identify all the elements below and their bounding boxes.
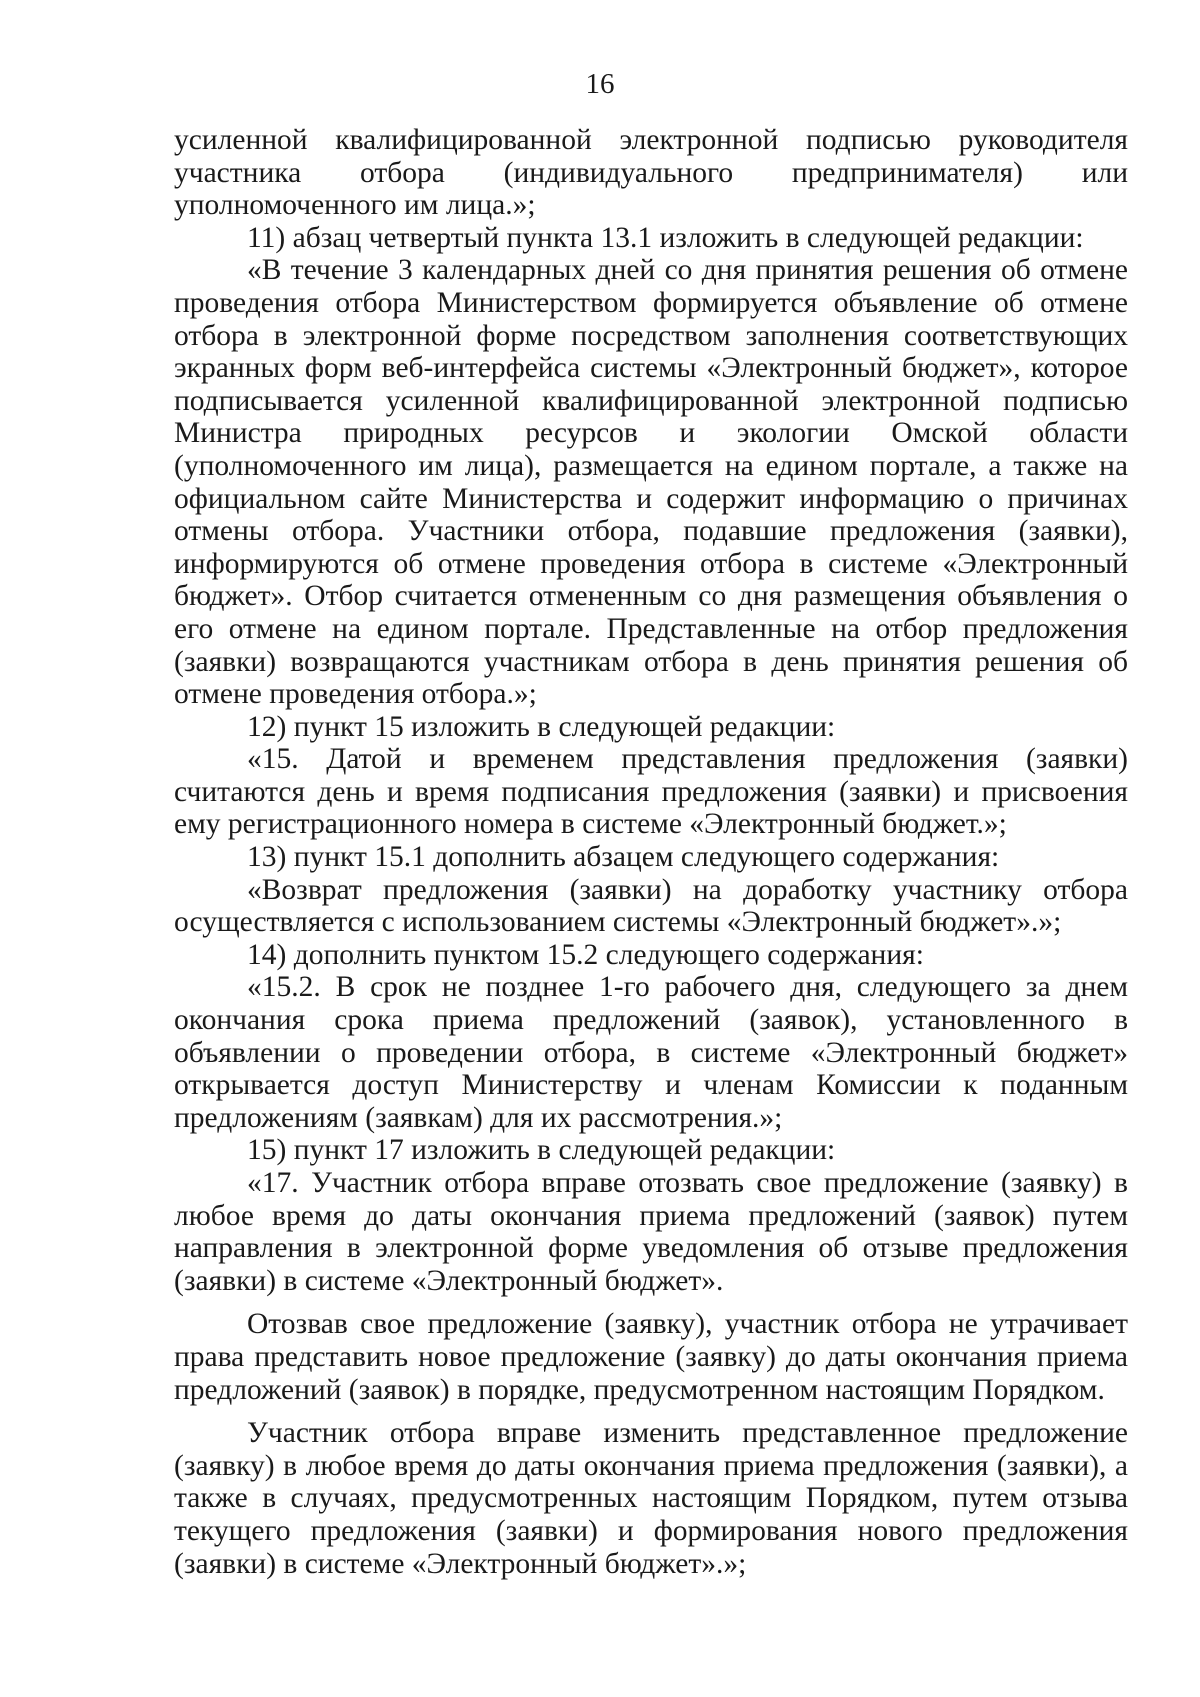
paragraph-item-15-text: «17. Участник отбора вправе отозвать свое предложение (заявку) в любое время до даты окончания приема предложений (заявок) путем направления в электронной форме уведомления об отзыве предложения (заявки) в системе «Электронный бюджет».: [174, 1167, 1128, 1297]
paragraph-change: Участник отбора вправе изменить представленное предложение (заявку) в любое время до даты окончания приема предложения (заявки), а также в случаях, предусмотренных настоящим Порядком, путем отзыва текущего предложения (заявки) и формирования нового предложения (заявки) в системе «Электронный бюджет».»;: [174, 1417, 1128, 1580]
paragraph-item-12-text: «15. Датой и временем представления предложения (заявки) считаются день и время подписания предложения (заявки) и присвоения ему регистрационного номера в системе «Электронный бюджет.»;: [174, 743, 1128, 841]
paragraph-item-15: 15) пункт 17 изложить в следующей редакции:: [247, 1134, 836, 1167]
paragraph-item-14: 14) дополнить пунктом 15.2 следующего содержания:: [247, 938, 924, 971]
page-number: 16: [585, 68, 615, 100]
paragraph-withdrawal: Отозвав свое предложение (заявку), участник отбора не утрачивает права представить новое предложение (заявку) до даты окончания приема предложений (заявок) в порядке, предусмотренном настоящим Порядком.: [174, 1308, 1128, 1406]
paragraph-item-11-text: «В течение 3 календарных дней со дня принятия решения об отмене проведения отбора Министерством формируется объявление об отмене отбора в электронной форме посредством заполнения соответствующих экранных форм веб-интерфейса системы «Электронный бюджет», которое подписывается усиленной квалифицированной электронной подписью Министра природных ресурсов и экологии Омской области (уполномоченного им лица), размещается на едином портале, а также на официальном сайте Министерства и содержит информацию о причинах отмены отбора. Участники отбора, подавшие предложения (заявки), информируются об отмене проведения отбора в системе «Электронный бюджет». Отбор считается отмененным со дня размещения объявления о его отмене на едином портале. Представленные на отбор предложения (заявки) возвращаются участникам отбора в день принятия решения об отмене проведения отбора.»;: [174, 254, 1128, 711]
paragraph-item-13: 13) пункт 15.1 дополнить абзацем следующего содержания:: [247, 841, 1000, 874]
paragraph-item-11: 11) абзац четвертый пункта 13.1 изложить в следующей редакции:: [247, 221, 1084, 254]
document-body: [174, 124, 1128, 1580]
paragraph-continuation: усиленной квалифицированной электронной подписью руководителя участника отбора (индивидуального предпринимателя) или уполномоченного им лица.»;: [174, 124, 1128, 222]
paragraph-item-14-text: «15.2. В срок не позднее 1-го рабочего дня, следующего за днем окончания срока приема предложений (заявок), установленного в объявлении о проведении отбора, в системе «Электронный бюджет» открывается доступ Министерству и членам Комиссии к поданным предложениям (заявкам) для их рассмотрения.»;: [174, 971, 1128, 1134]
paragraph-item-12: 12) пункт 15 изложить в следующей редакции:: [247, 710, 836, 743]
paragraph-item-13-text: «Возврат предложения (заявки) на доработку участнику отбора осуществляется с использованием системы «Электронный бюджет».»;: [174, 873, 1128, 939]
